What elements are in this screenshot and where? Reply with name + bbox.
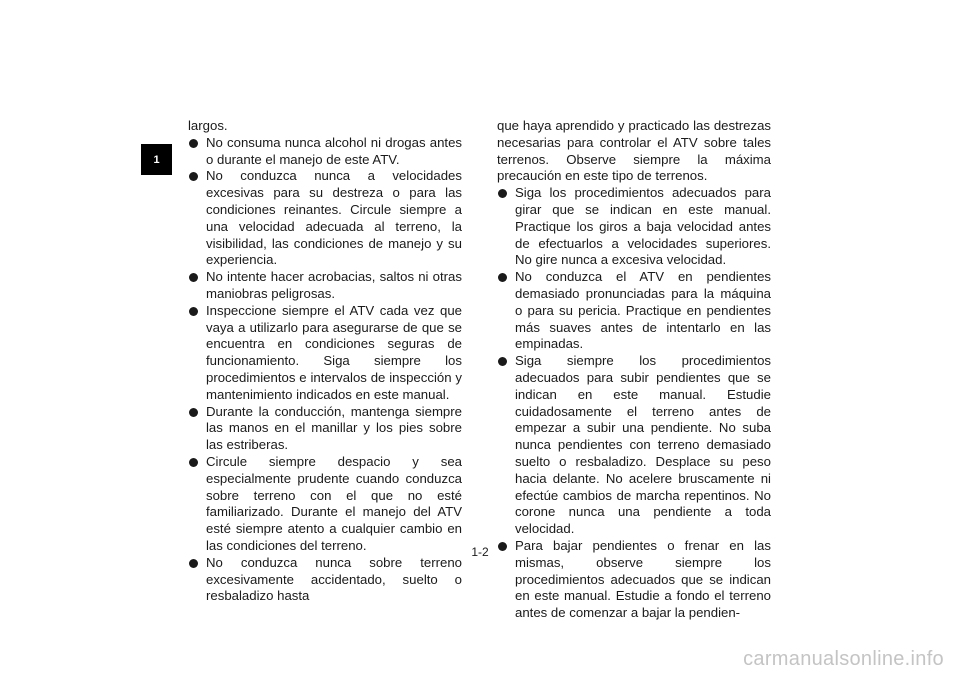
bullet-dot-icon: [189, 307, 198, 316]
bullet-item: [497, 353, 771, 538]
bullet-dot-icon: [498, 273, 507, 282]
bullet-item: [188, 404, 462, 454]
bullet-item: [497, 269, 771, 353]
chapter-tab: 1: [141, 144, 172, 175]
continuation-text: largos.: [188, 118, 228, 133]
watermark: carmanualsonline.info: [743, 648, 944, 670]
bullet-item: [188, 454, 462, 555]
bullet-item: [188, 555, 462, 605]
bullet-text: Siga siempre los procedimientos adecuados para subir pendientes que se indican en este manual. Estudie cuidadosamente el terreno antes de empezar a subir una pendiente. No suba nunca pendientes con terreno demasiado suelto o resbaladizo. Desplace su peso hacia delante. No acelere bruscamente ni efectúe cambios de marcha repentinos. No corone nunca una pendiente a toda velocidad.: [515, 353, 771, 537]
bullet-text: Inspeccione siempre el ATV cada vez que vaya a utilizarlo para asegurarse de que se encuentra en condiciones seguras de funcionamiento. Siga siempre los procedimientos e intervalos de inspección y mantenimiento indicados en este manual.: [206, 302, 462, 402]
continuation-text: que haya aprendido y practicado las destrezas necesarias para controlar el ATV sobre tales terrenos. Observe siempre la máxima precaución en este tipo de terrenos.: [497, 118, 771, 184]
bullet-text: No conduzca nunca a velocidades excesivas para su destreza o para las condiciones reinantes. Circule siempre a una velocidad adecuada al terreno, la visibilidad, las condiciones de manejo y su experiencia.: [206, 168, 462, 268]
bullet-text: No intente hacer acrobacias, saltos ni otras maniobras peligrosas.: [206, 269, 462, 301]
bullet-dot-icon: [498, 189, 507, 198]
left-column: [188, 118, 462, 605]
bullet-dot-icon: [189, 458, 198, 467]
bullet-text: Siga los procedimientos adecuados para girar que se indican en este manual. Practique los giros a baja velocidad antes de efectuarlos a velocidades superiores. No gire nunca a excesiva velocidad.: [515, 185, 771, 268]
bullet-item: [188, 168, 462, 269]
bullet-text: No consuma nunca alcohol ni drogas antes o durante el manejo de este ATV.: [206, 134, 462, 167]
bullet-item: [188, 269, 462, 303]
bullet-dot-icon: [189, 139, 198, 148]
page-number: 1-2: [471, 545, 489, 559]
bullet-item: [188, 303, 462, 404]
bullet-text: Circule siempre despacio y sea especialmente prudente cuando conduzca sobre terreno con el que no esté familiarizado. Durante el manejo del ATV esté siempre atento a cualquier cambio en las condiciones del terreno.: [206, 453, 462, 553]
bullet-dot-icon: [189, 408, 198, 417]
bullet-text: Durante la conducción, mantenga siempre las manos en el manillar y los pies sobre las estriberas.: [206, 403, 462, 453]
bullet-item: [497, 185, 771, 269]
bullet-dot-icon: [189, 559, 198, 568]
bullet-text: Para bajar pendientes o frenar en las mismas, observe siempre los procedimientos adecuados que se indican en este manual. Estudie a fondo el terreno antes de comenzar a bajar la pendien-: [515, 537, 771, 621]
bullet-dot-icon: [498, 357, 507, 366]
bullet-dot-icon: [189, 273, 198, 282]
bullet-text: No conduzca nunca sobre terreno excesivamente accidentado, suelto o resbaladizo hasta: [206, 554, 462, 604]
bullet-item: [188, 135, 462, 169]
bullet-dot-icon: [189, 172, 198, 181]
bullet-text: No conduzca el ATV en pendientes demasiado pronunciadas para la máquina o para su pericia. Practique en pendientes más suaves antes de intentarlo en las empinadas.: [515, 269, 771, 352]
